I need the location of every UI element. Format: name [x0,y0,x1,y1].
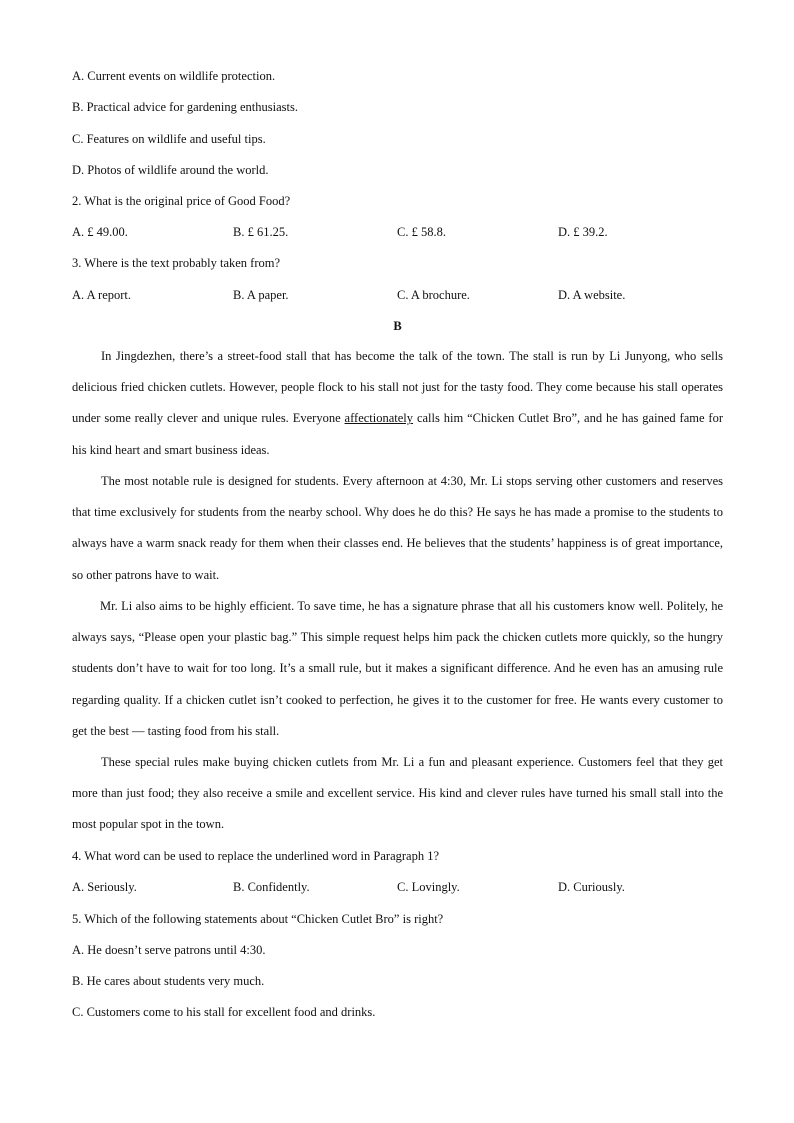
q3-stem: 3. Where is the text probably taken from? [72,256,281,270]
q1-option-a: A. Current events on wildlife protection. [72,69,276,83]
q5-option-a: A. He doesn’t serve patrons until 4:30. [72,943,266,957]
q3-option-a: A. A report. [72,288,132,302]
passage-paragraph-1 [72,341,723,466]
q5-option-c: C. Customers come to his stall for excellent food and drinks. [72,1005,376,1019]
section-b-title: B [393,319,402,333]
q2-option-d: D. £ 39.2. [558,225,608,239]
q4-stem: 4. What word can be used to replace the underlined word in Paragraph 1? [72,849,439,863]
p1-text-after: calls him “Chicken Cutlet Bro”, and he has gained fame for his kind heart and smart business ideas. [72,411,724,457]
q4-option-d: D. Curiously. [558,880,625,894]
q5-stem: 5. Which of the following statements about “Chicken Cutlet Bro” is right? [72,912,444,926]
passage-paragraph-2: The most notable rule is designed for students. Every afternoon at 4:30, Mr. Li stops serving other customers and reserves that time exclusively for students from the nearby school. Why does he do this? He says he has made a promise to the students to always have a warm snack ready for them when their classes end. He believes that the students’ happiness is of great importance, so other patrons have to wait. [72,474,723,582]
q3-option-c: C. A brochure. [397,288,470,302]
q3-option-b: B. A paper. [233,288,289,302]
underlined-word: affectionately [344,411,414,426]
q1-option-d: D. Photos of wildlife around the world. [72,163,269,177]
passage-paragraph-4: These special rules make buying chicken cutlets from Mr. Li a fun and pleasant experience. Customers feel that they get more than just food; they also receive a smile and excellent service. His kind and clever rules have turned his small stall into the most popular spot in the town. [72,755,723,832]
q5-option-b: B. He cares about students very much. [72,974,265,988]
p1-text-before: In Jingdezhen, there’s a street-food stall that has become the talk of the town. The stall is run by Li Junyong, who sells delicious fried chicken cutlets. However, people flock to his stall not just for the tasty food. They come because his stall operates under some really clever and unique rules. Everyone [72,349,723,426]
q3-option-d: D. A website. [558,288,626,302]
q2-option-a: A. £ 49.00. [72,225,128,239]
q2-stem: 2. What is the original price of Good Food? [72,194,291,208]
q2-option-b: B. £ 61.25. [233,225,289,239]
q2-option-c: C. £ 58.8. [397,225,446,239]
q4-option-c: C. Lovingly. [397,880,460,894]
q4-option-a: A. Seriously. [72,880,137,894]
passage-paragraph-3: Mr. Li also aims to be highly efficient. To save time, he has a signature phrase that all his customers know well. Politely, he always says, “Please open your plastic bag.” This simple request helps him pack the chicken cutlets more quickly, so the hungry students don’t have to wait for too long. It’s a small rule, but it makes a significant difference. And he even has an amusing rule regarding quality. If a chicken cutlet isn’t cooked to perfection, he gives it to the customer for free. He wants every customer to get the best — tasting food from his stall. [72,599,723,738]
q4-option-b: B. Confidently. [233,880,310,894]
q1-option-b: B. Practical advice for gardening enthusiasts. [72,100,298,114]
q1-option-c: C. Features on wildlife and useful tips. [72,132,266,146]
